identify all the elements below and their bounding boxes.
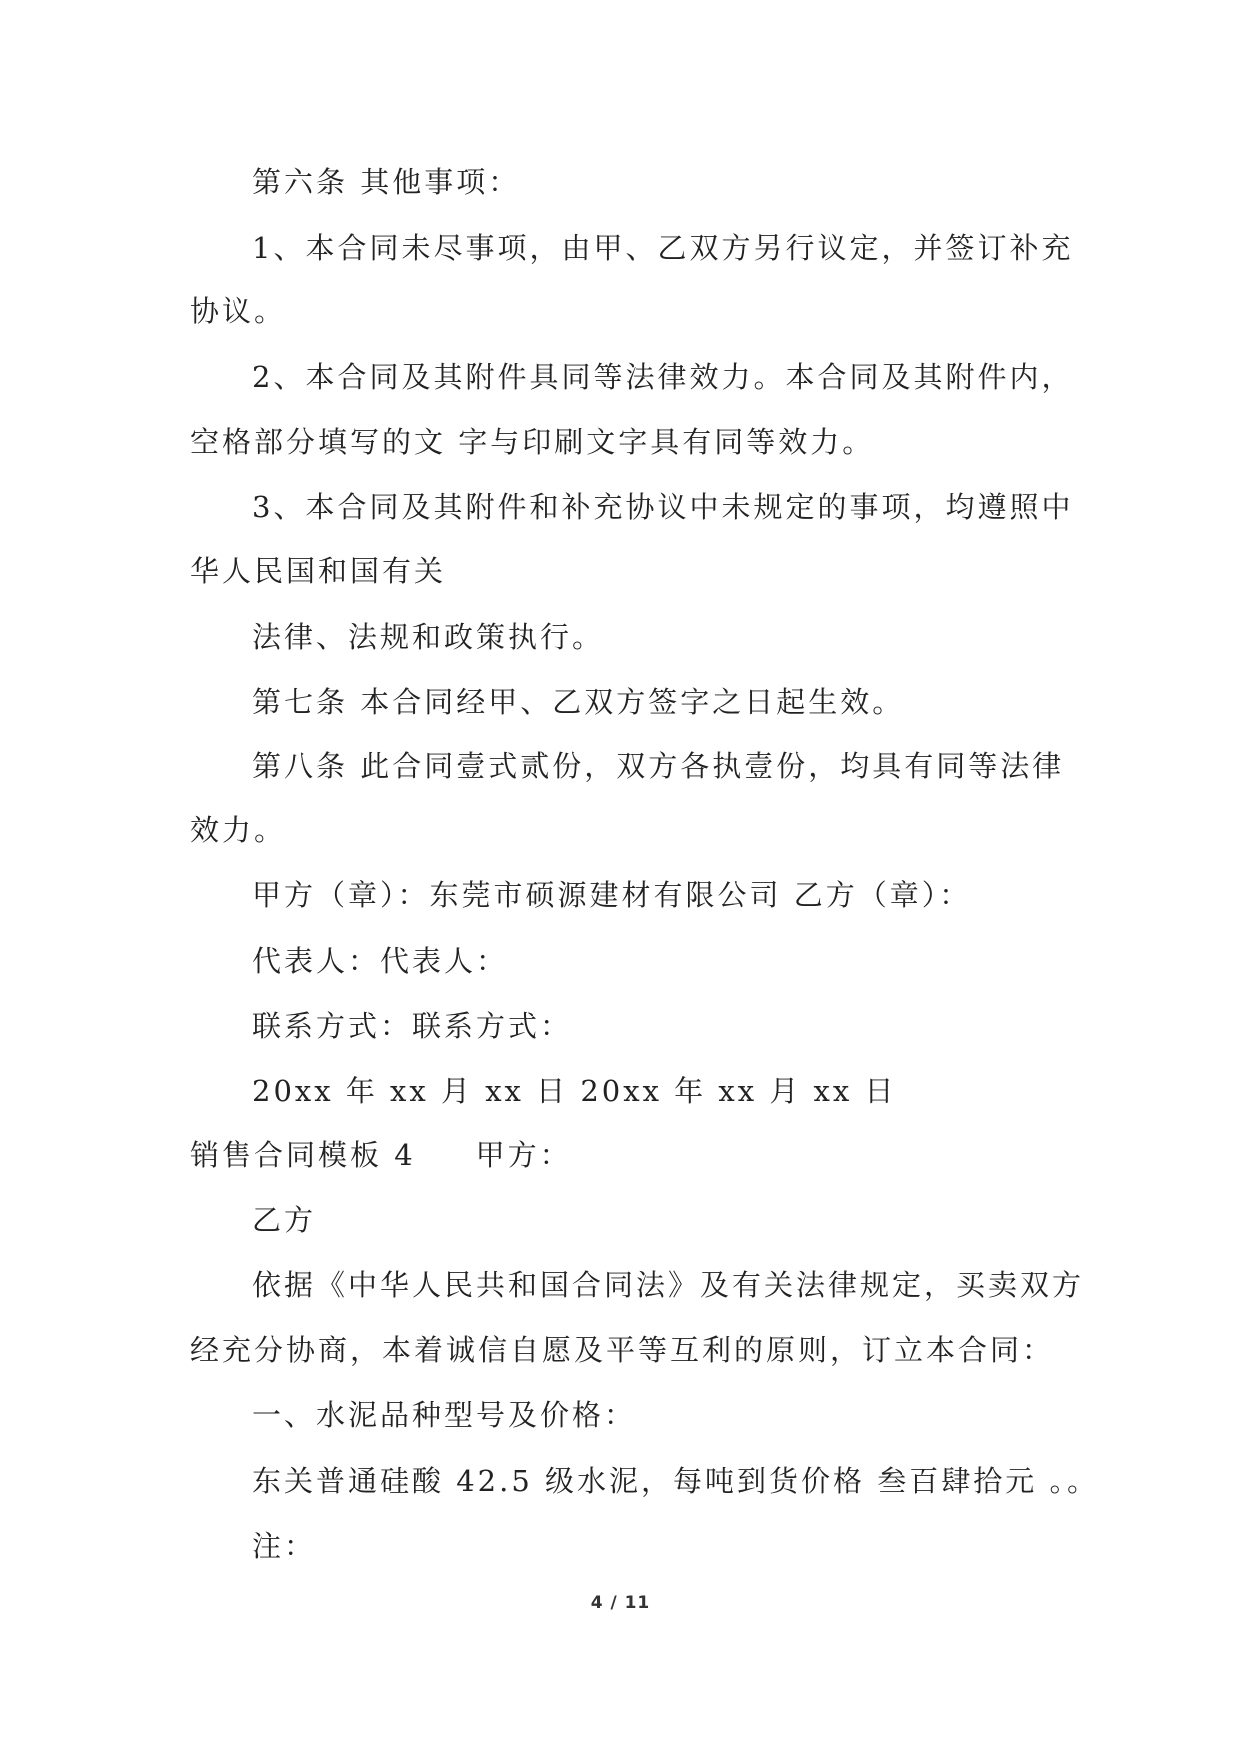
article-8-line-2: 效力。: [190, 813, 287, 847]
clause-6-2-line-1: 2、本合同及其附件具同等法律效力。本合同及其附件内，: [252, 360, 1074, 394]
representatives: 代表人：代表人：: [252, 944, 509, 978]
clause-6-1-line-2: 协议。: [190, 294, 287, 328]
party-seals: 甲方（章）：东莞市硕源建材有限公司 乙方（章）：: [252, 878, 972, 912]
party-b-label: 乙方: [252, 1203, 317, 1237]
signing-dates: 20xx 年 xx 月 xx 日 20xx 年 xx 月 xx 日: [252, 1074, 897, 1108]
contact-info: 联系方式：联系方式：: [252, 1009, 573, 1043]
clause-6-3-line-2: 华人民国和国有关: [190, 554, 447, 588]
cement-price-line: 东关普通硅酸 42.5 级水泥，每吨到货价格 叁百肆拾元 。。: [252, 1464, 1099, 1498]
section-1-heading: 一、水泥品种型号及价格：: [252, 1398, 637, 1432]
page-number: 4 / 11: [590, 1593, 651, 1613]
note-label: 注：: [252, 1529, 317, 1563]
preamble-line-2: 经充分协商，本着诚信自愿及平等互利的原则，订立本合同：: [190, 1333, 1055, 1367]
template-heading-row: [190, 1135, 572, 1175]
clause-6-3-line-3: 法律、法规和政策执行。: [252, 620, 605, 654]
clause-6-2-line-2: 空格部分填写的文 字与印刷文字具有同等效力。: [190, 425, 875, 459]
party-a-label: 甲方：: [475, 1138, 572, 1172]
article-7: 第七条 本合同经甲、乙双方签字之日起生效。: [252, 685, 905, 719]
article-6-heading: 第六条 其他事项：: [252, 165, 521, 199]
template-title: 销售合同模板 4: [190, 1138, 416, 1172]
preamble-line-1: 依据《中华人民共和国合同法》及有关法律规定，买卖双方: [252, 1268, 1085, 1302]
clause-6-3-line-1: 3、本合同及其附件和补充协议中未规定的事项，均遵照中: [252, 490, 1074, 524]
clause-6-1-line-1: 1、本合同未尽事项，由甲、乙双方另行议定，并签订补充: [252, 231, 1074, 265]
article-8-line-1: 第八条 此合同壹式贰份，双方各执壹份，均具有同等法律: [252, 749, 1065, 783]
